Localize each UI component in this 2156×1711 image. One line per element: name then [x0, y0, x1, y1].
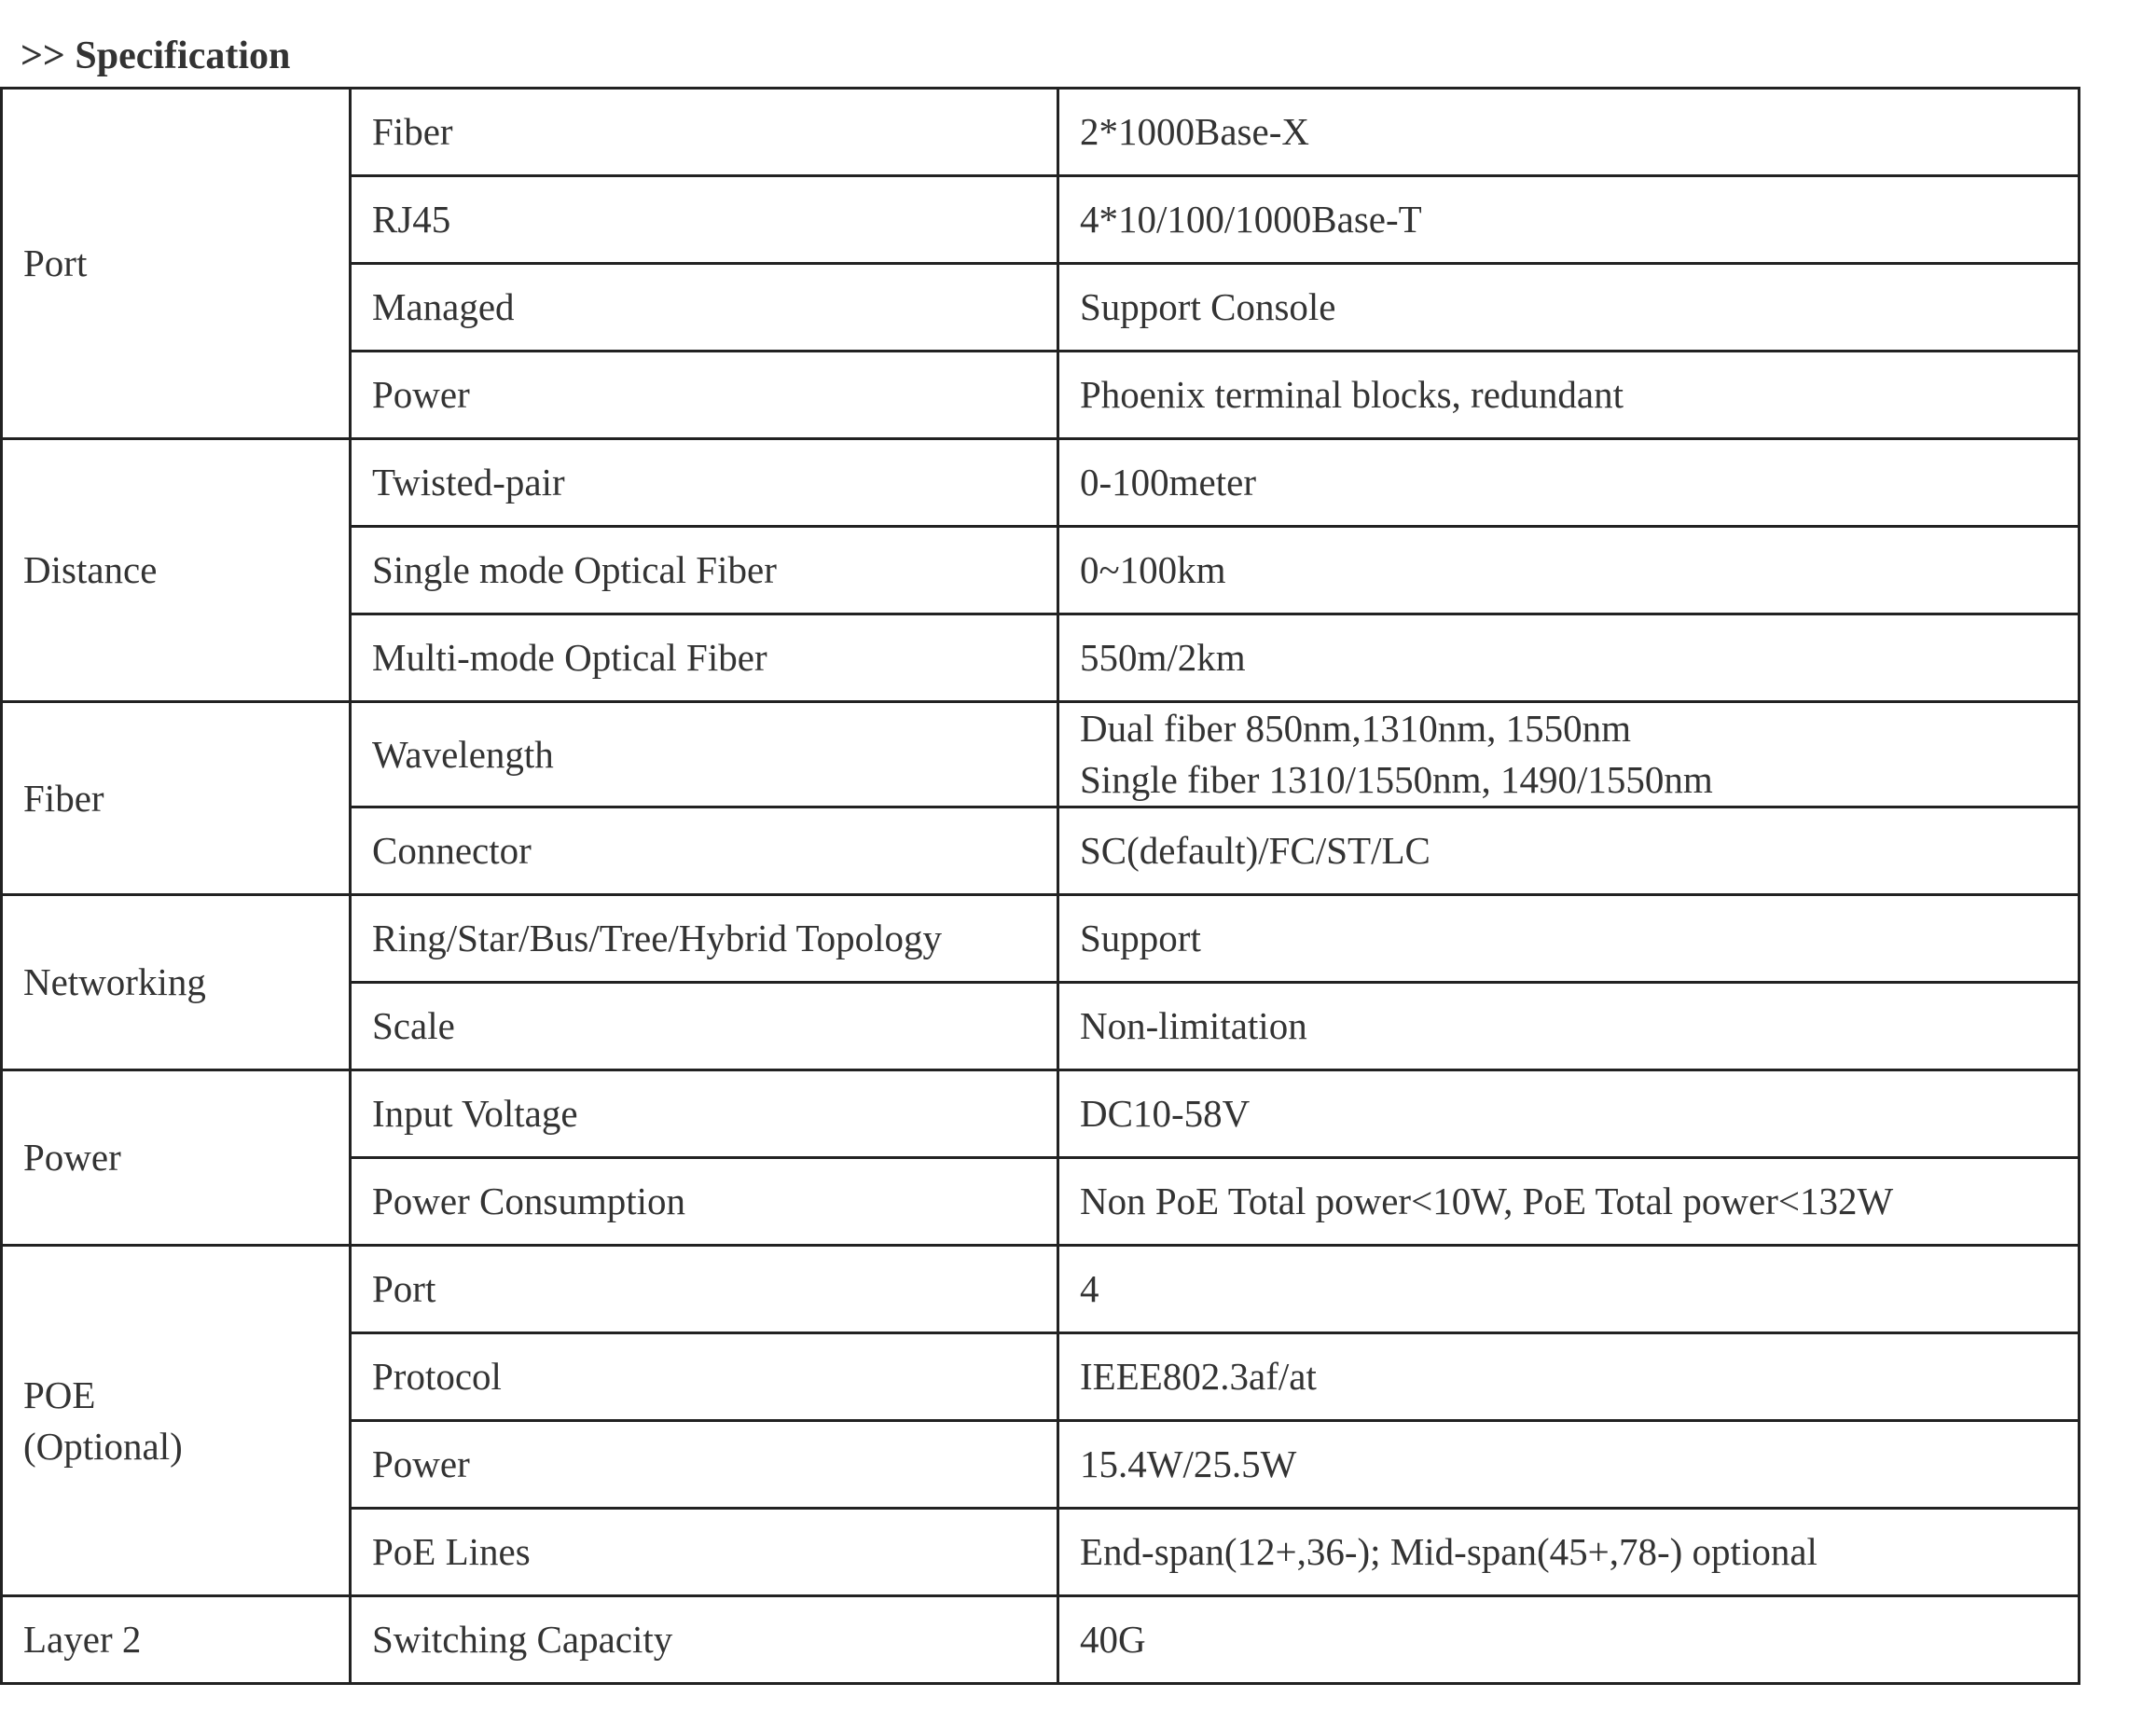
value-cell: 0-100meter: [1058, 439, 2080, 527]
category-cell: [2, 1246, 351, 1596]
table-row: [2, 702, 2080, 807]
category-line: (Optional): [23, 1424, 183, 1468]
value-cell: DC10-58V: [1058, 1070, 2080, 1158]
value-cell: 15.4W/25.5W: [1058, 1421, 2080, 1509]
item-cell: Protocol: [351, 1333, 1058, 1421]
value-cell: 550m/2km: [1058, 614, 2080, 702]
value-cell: 2*1000Base-X: [1058, 89, 2080, 176]
table-row: [2, 1246, 2080, 1333]
value-cell: 4: [1058, 1246, 2080, 1333]
specification-table: [0, 87, 2080, 1685]
item-cell: RJ45: [351, 176, 1058, 264]
item-cell: Switching Capacity: [351, 1596, 1058, 1684]
value-cell: Non PoE Total power<10W, PoE Total power<132W: [1058, 1158, 2080, 1246]
item-cell: Wavelength: [351, 702, 1058, 807]
table-row: [2, 895, 2080, 983]
item-cell: Managed: [351, 264, 1058, 352]
value-cell: Non-limitation: [1058, 983, 2080, 1070]
table-row: [2, 1070, 2080, 1158]
category-line: POE: [23, 1373, 96, 1416]
value-cell: [1058, 702, 2080, 807]
value-line: Single fiber 1310/1550nm, 1490/1550nm: [1080, 758, 1713, 801]
table-row: [2, 89, 2080, 176]
value-cell: 40G: [1058, 1596, 2080, 1684]
item-cell: Fiber: [351, 89, 1058, 176]
value-line: Dual fiber 850nm,1310nm, 1550nm: [1080, 707, 1632, 750]
category-cell: Networking: [2, 895, 351, 1070]
item-cell: Multi-mode Optical Fiber: [351, 614, 1058, 702]
item-cell: Ring/Star/Bus/Tree/Hybrid Topology: [351, 895, 1058, 983]
item-cell: Scale: [351, 983, 1058, 1070]
value-cell: Support: [1058, 895, 2080, 983]
value-cell: SC(default)/FC/ST/LC: [1058, 807, 2080, 895]
section-heading: >> Specification: [21, 34, 291, 77]
item-cell: Power: [351, 352, 1058, 439]
category-cell: Distance: [2, 439, 351, 702]
item-cell: Port: [351, 1246, 1058, 1333]
category-cell: Port: [2, 89, 351, 439]
category-cell: Layer 2: [2, 1596, 351, 1684]
value-cell: 0~100km: [1058, 527, 2080, 614]
item-cell: PoE Lines: [351, 1509, 1058, 1596]
category-cell: Power: [2, 1070, 351, 1246]
item-cell: Input Voltage: [351, 1070, 1058, 1158]
value-cell: End-span(12+,36-); Mid-span(45+,78-) optional: [1058, 1509, 2080, 1596]
value-cell: 4*10/100/1000Base-T: [1058, 176, 2080, 264]
item-cell: Single mode Optical Fiber: [351, 527, 1058, 614]
item-cell: Power Consumption: [351, 1158, 1058, 1246]
value-cell: Support Console: [1058, 264, 2080, 352]
value-cell: Phoenix terminal blocks, redundant: [1058, 352, 2080, 439]
table-row: [2, 1596, 2080, 1684]
category-cell: Fiber: [2, 702, 351, 895]
table-row: [2, 439, 2080, 527]
item-cell: Twisted-pair: [351, 439, 1058, 527]
item-cell: Power: [351, 1421, 1058, 1509]
item-cell: Connector: [351, 807, 1058, 895]
value-cell: IEEE802.3af/at: [1058, 1333, 2080, 1421]
